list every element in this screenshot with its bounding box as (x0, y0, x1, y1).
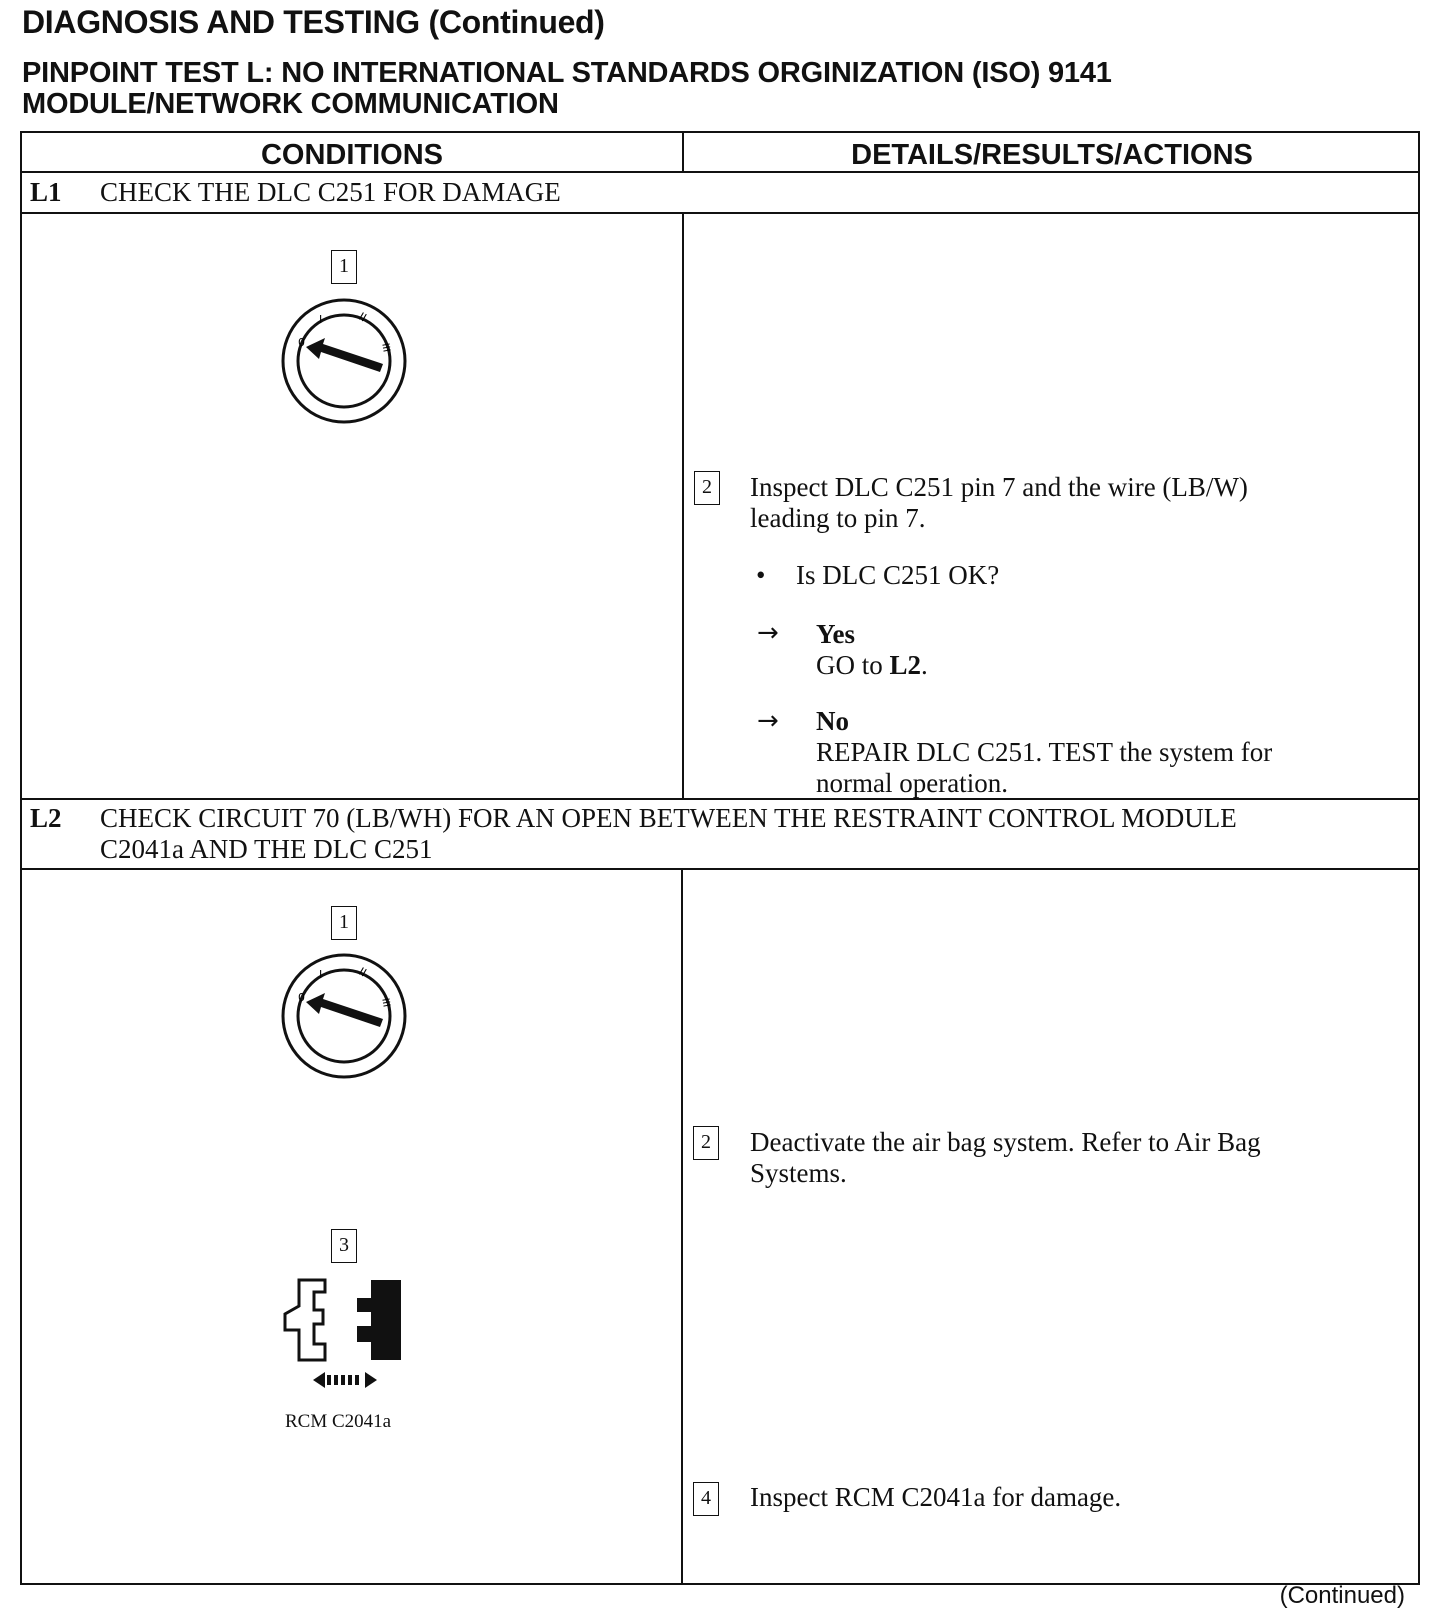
dial-label: 0 (298, 336, 305, 349)
action-box-number: 2 (694, 471, 720, 505)
header-divider (682, 133, 684, 171)
action-box-number: 2 (693, 1126, 719, 1160)
action-text (750, 1127, 1261, 1189)
action-text-line: leading to pin 7. (750, 503, 926, 533)
arrow-icon: → (757, 706, 779, 736)
l1-column-divider (682, 213, 684, 798)
header-rule (22, 171, 1418, 173)
ignition-key-off-icon (281, 953, 407, 1079)
step-id: L1 (30, 177, 62, 207)
action-text-line: Systems. (750, 1158, 847, 1188)
l1-heading-rule (22, 212, 1418, 214)
dial-label: II (356, 309, 369, 325)
l2-column-divider (681, 869, 683, 1585)
dial-label: 0 (298, 991, 305, 1004)
continued-label: (Continued) (1279, 1582, 1405, 1609)
l2-heading-rule (22, 868, 1418, 870)
pinpoint-test-title-line1: PINPOINT TEST L: NO INTERNATIONAL STANDARDS ORGINIZATION (ISO) 9141 (22, 57, 1112, 89)
step-title: CHECK THE DLC C251 FOR DAMAGE (100, 177, 561, 207)
dial-label: I (319, 313, 323, 326)
yes-action-suffix: . (921, 650, 928, 680)
figure-box-number: 3 (331, 1229, 357, 1263)
action-text: Inspect RCM C2041a for damage. (750, 1482, 1122, 1512)
step-title-line: CHECK CIRCUIT 70 (LB/WH) FOR AN OPEN BETWEEN THE RESTRAINT CONTROL MODULE (100, 803, 1237, 833)
action-text-line: Deactivate the air bag system. Refer to Air Bag (750, 1127, 1261, 1157)
dial-label: II (356, 964, 369, 980)
no-result (816, 706, 1272, 799)
yes-label: Yes (816, 619, 855, 649)
no-action-line: normal operation. (816, 768, 1008, 798)
column-header-conditions: CONDITIONS (260, 139, 444, 171)
figure-box-number: 1 (331, 250, 357, 284)
yes-action-prefix: GO to (816, 650, 883, 680)
action-box-number: 4 (693, 1482, 719, 1516)
dial-label: III (379, 997, 392, 1009)
yes-action-target: L2 (889, 650, 922, 680)
page-title: DIAGNOSIS AND TESTING (Continued) (22, 4, 605, 40)
connector-disconnect-icon (279, 1276, 405, 1398)
dial-label: I (319, 968, 323, 981)
dial-label: III (379, 342, 392, 354)
pinpoint-test-title-line2: MODULE/NETWORK COMMUNICATION (22, 88, 559, 120)
no-action-line: REPAIR DLC C251. TEST the system for (816, 737, 1273, 767)
yes-action (816, 650, 928, 681)
action-text-line: Inspect DLC C251 pin 7 and the wire (LB/W) (750, 472, 1248, 502)
step-title-line: C2041a AND THE DLC C251 (100, 834, 433, 864)
step-id: L2 (30, 803, 62, 833)
figure-box-number: 1 (331, 906, 357, 940)
arrow-icon: → (757, 618, 779, 648)
connector-caption: RCM C2041a (285, 1411, 392, 1432)
bullet: • (756, 560, 766, 590)
question-text: Is DLC C251 OK? (796, 560, 1000, 590)
no-label: No (816, 706, 849, 736)
yes-result (816, 619, 928, 681)
column-header-details: DETAILS/RESULTS/ACTIONS (851, 139, 1253, 171)
ignition-key-off-icon (281, 298, 407, 424)
step-title (100, 803, 1400, 865)
pinpoint-test-table (20, 131, 1420, 1585)
pinpoint-test-title (22, 58, 1112, 120)
action-text (750, 472, 1248, 534)
